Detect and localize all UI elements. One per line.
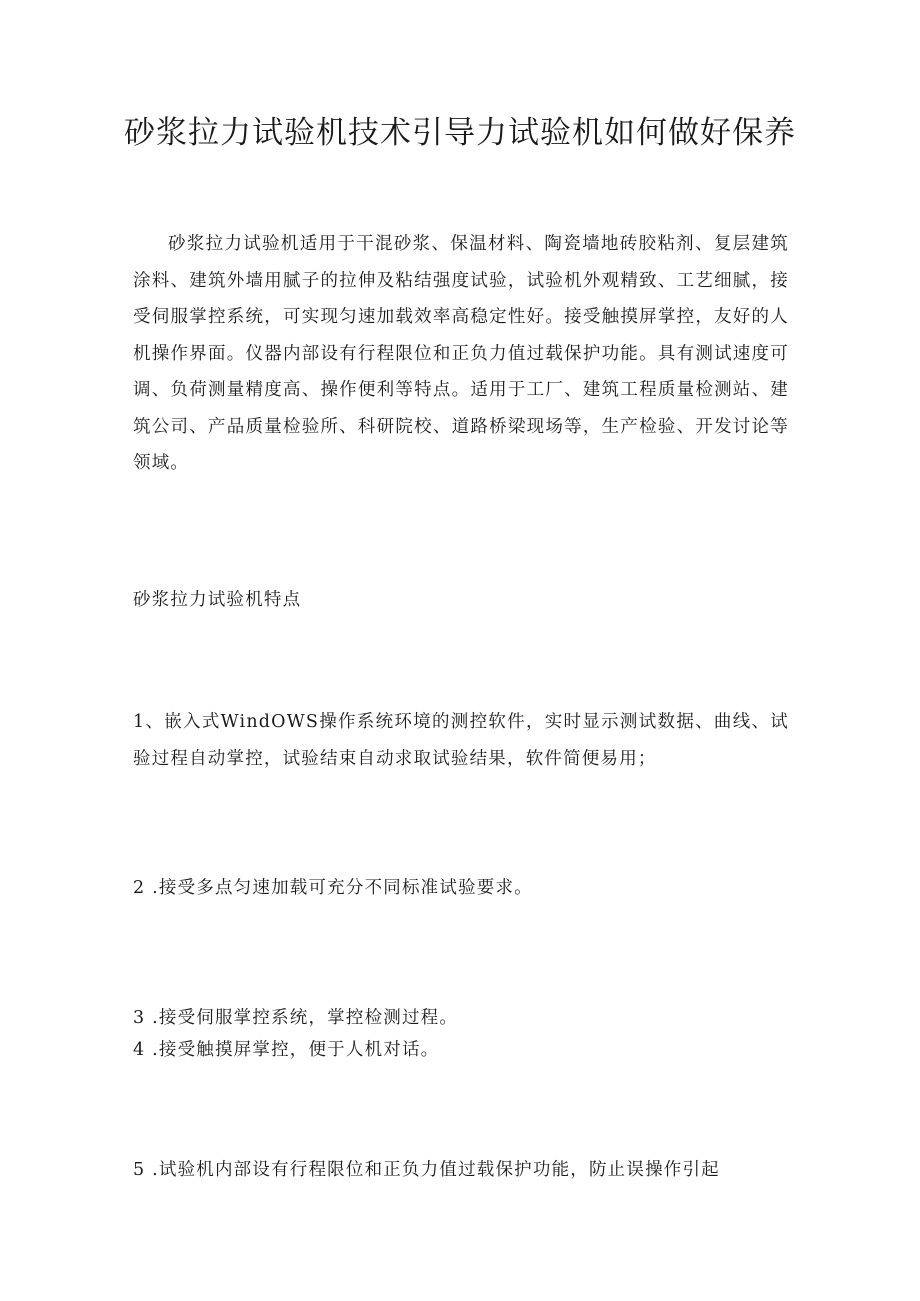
feature-item-number: 1 (133, 712, 146, 732)
feature-item-separator: 、 (145, 712, 165, 732)
feature-item-4 (133, 1032, 789, 1069)
feature-item-text: 接受伺服掌控系统，掌控检测过程。 (158, 1008, 459, 1028)
document-title: 砂浆拉力试验机技术引导力试验机如何做好保养 (124, 115, 796, 151)
feature-item-number: 4 (133, 1040, 146, 1060)
feature-item-separator: . (145, 1040, 159, 1060)
feature-item-number: 3 (133, 1008, 146, 1028)
feature-item-number: 5 (133, 1160, 146, 1180)
feature-item-text: 接受触摸屏掌控，便于人机对话。 (158, 1040, 440, 1060)
features-heading: 砂浆拉力试验机特点 (133, 590, 302, 610)
feature-item-text: 嵌入式WindOWS操作系统环境的测控软件，实时显示测试数据、曲线、试验过程自动掌控，试验结束自动求取试验结果，软件简便易用； (133, 712, 790, 769)
feature-item-separator: . (145, 1160, 159, 1180)
feature-item-5 (133, 1152, 789, 1189)
intro-paragraph: 砂浆拉力试验机适用于干混砂浆、保温材料、陶瓷墙地砖胶粘剂、复层建筑涂料、建筑外墙用腻子的拉伸及粘结强度试验，试验机外观精致、工艺细腻，接受伺服掌控系统，可实现匀速加载效率高稳定性好。接受触摸屏掌控，友好的人机操作界面。仪器内部设有行程限位和正负力值过载保护功能。具有测试速度可调、负荷测量精度高、操作便利等特点。适用于工厂、建筑工程质量检测站、建筑公司、产品质量检验所、科研院校、道路桥梁现场等，生产检验、开发讨论等领域。 (133, 234, 789, 473)
feature-item-separator: . (145, 878, 159, 898)
feature-item-text: 接受多点匀速加载可充分不同标准试验要求。 (158, 878, 533, 898)
feature-item-separator: . (145, 1008, 159, 1028)
feature-item-text: 试验机内部设有行程限位和正负力值过载保护功能，防止误操作引起 (158, 1160, 720, 1180)
feature-item-2 (133, 870, 789, 907)
feature-item-1 (133, 704, 789, 777)
feature-item-number: 2 (133, 878, 146, 898)
